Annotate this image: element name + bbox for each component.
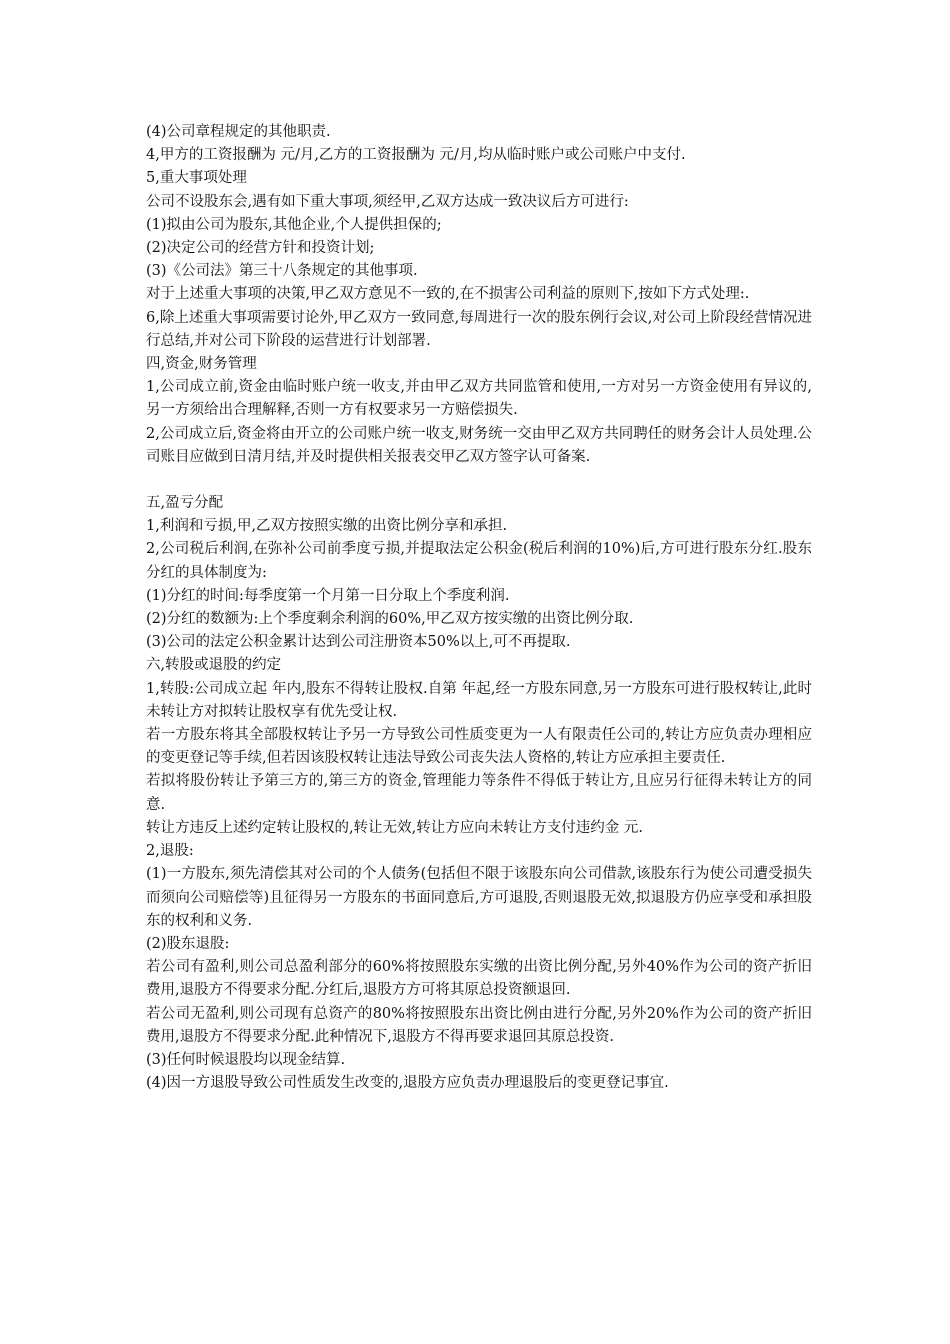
paragraph: 公司不设股东会,遇有如下重大事项,须经甲,乙双方达成一致决议后方可进行: [146, 193, 629, 210]
paragraph: 1,利润和亏损,甲,乙双方按照实缴的出资比例分享和承担. [146, 518, 508, 535]
paragraph: (2)股东退股: [146, 935, 230, 952]
paragraph: 若公司无盈利,则公司现有总资产的80%将按照股东出资比例由进行分配,另外20%作为公司的资产折旧费用,退股方不得要求分配.此种情况下,退股方不得再要求退回其原总投资. [146, 1005, 812, 1045]
paragraph: 2,公司成立后,资金将由开立的公司账户统一收支,财务统一交由甲乙双方共同聘任的财务会计人员处理.公司账目应做到日清月结,并及时提供相关报表交甲乙双方签字认可备案. [146, 425, 812, 465]
paragraph: 若一方股东将其全部股权转让予另一方导致公司性质变更为一人有限责任公司的,转让方应负责办理相应的变更登记等手续,但若因该股权转让违法导致公司丧失法人资格的,转让方应承担主要责任. [146, 727, 812, 767]
section-heading: 四,资金,财务管理 [146, 356, 257, 373]
paragraph: (4)因一方退股导致公司性质发生改变的,退股方应负责办理退股后的变更登记事宜. [146, 1075, 669, 1092]
paragraph: (2)决定公司的经营方针和投资计划; [146, 240, 375, 257]
paragraph: (1)分红的时间:每季度第一个月第一日分取上个季度利润. [146, 587, 510, 604]
paragraph: (4)公司章程规定的其他职责. [146, 124, 331, 140]
paragraph: 1,转股:公司成立起 年内,股东不得转让股权.自第 年起,经一方股东同意,另一方股东可进行股权转让,此时未转让方对拟转让股权享有优先受让权. [146, 680, 812, 720]
paragraph: (3)《公司法》第三十八条规定的其他事项. [146, 263, 418, 280]
paragraph: 转让方违反上述约定转让股权的,转让无效,转让方应向未转让方支付违约金 元. [146, 819, 643, 836]
paragraph: 对于上述重大事项的决策,甲乙双方意见不一致的,在不损害公司利益的原则下,按如下方式处理:. [146, 286, 750, 303]
paragraph: 4,甲方的工资报酬为 元/月,乙方的工资报酬为 元/月,均从临时账户或公司账户中支付. [146, 147, 686, 164]
section-heading: 5,重大事项处理 [146, 170, 247, 187]
document-body [146, 121, 812, 1095]
paragraph: (3)公司的法定公积金累计达到公司注册资本50%以上,可不再提取. [146, 634, 571, 651]
paragraph: (1)一方股东,须先清偿其对公司的个人债务(包括但不限于该股东向公司借款,该股东行为使公司遭受损失而须向公司赔偿等)且征得另一方股东的书面同意后,方可退股,否则退股无效,拟退股方仍应享受和承担股东的权利和义务. [146, 866, 812, 929]
paragraph: 2,退股: [146, 843, 194, 860]
paragraph: 若拟将股份转让予第三方的,第三方的资金,管理能力等条件不得低于转让方,且应另行征得未转让方的同意. [146, 773, 812, 813]
paragraph: (1)拟由公司为股东,其他企业,个人提供担保的; [146, 216, 442, 233]
paragraph: 1,公司成立前,资金由临时账户统一收支,并由甲乙双方共同监管和使用,一方对另一方资金使用有异议的,另一方须给出合理解释,否则一方有权要求另一方赔偿损失. [146, 379, 812, 419]
paragraph: (2)分红的数额为:上个季度剩余利润的60%,甲乙双方按实缴的出资比例分取. [146, 611, 634, 628]
section-heading: 五,盈亏分配 [146, 495, 224, 512]
paragraph: (3)任何时候退股均以现金结算. [146, 1051, 346, 1068]
paragraph: 6,除上述重大事项需要讨论外,甲乙双方一致同意,每周进行一次的股东例行会议,对公司上阶段经营情况进行总结,并对公司下阶段的运营进行计划部署. [146, 309, 812, 349]
paragraph: 若公司有盈利,则公司总盈利部分的60%将按照股东实缴的出资比例分配,另外40%作为公司的资产折旧费用,退股方不得要求分配.分红后,退股方方可将其原总投资额退回. [146, 959, 812, 999]
section-heading: 六,转股或退股的约定 [146, 657, 282, 674]
paragraph: 2,公司税后利润,在弥补公司前季度亏损,并提取法定公积金(税后利润的10%)后,方可进行股东分红.股东分红的具体制度为: [146, 541, 812, 581]
